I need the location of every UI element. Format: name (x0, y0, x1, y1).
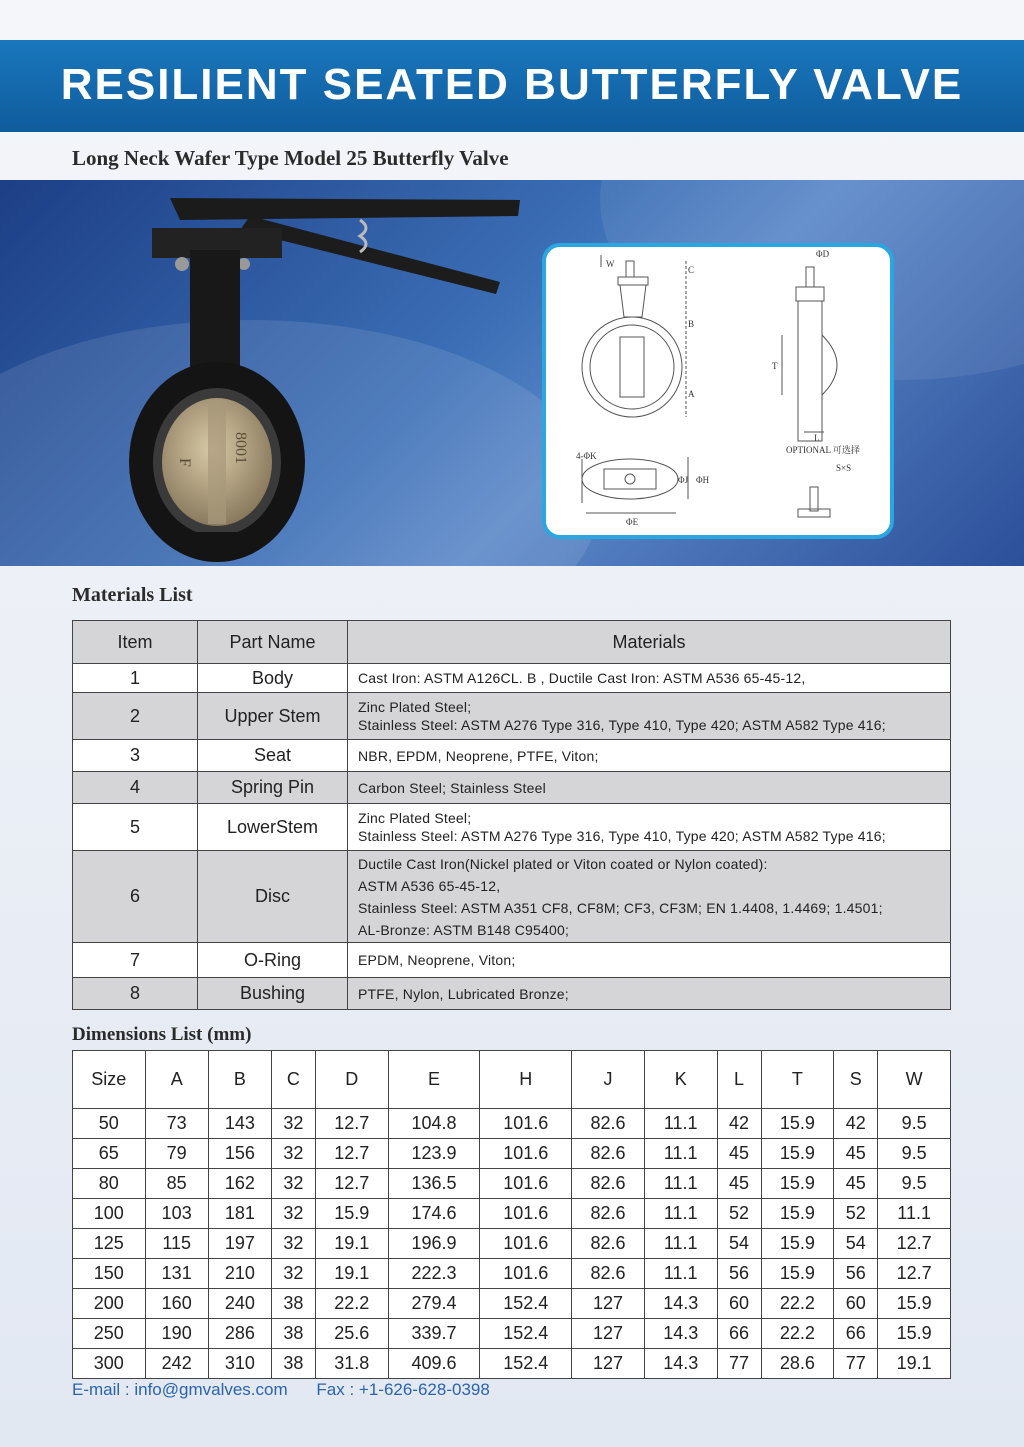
dimension-cell: 32 (271, 1139, 315, 1169)
dimension-cell: 82.6 (572, 1259, 645, 1289)
page-title: RESILIENT SEATED BUTTERFLY VALVE (60, 60, 964, 109)
dimension-cell: 174.6 (388, 1199, 480, 1229)
dimension-cell: 15.9 (761, 1109, 834, 1139)
material-text (348, 804, 951, 851)
material-line: Ductile Cast Iron(Nickel plated or Viton coated or Nylon coated): (358, 855, 768, 872)
item-number: 2 (73, 693, 198, 740)
dimension-cell: 409.6 (388, 1349, 480, 1379)
dim-label-k: 4-ΦK (576, 451, 597, 461)
col-header-size: Size (73, 1051, 146, 1109)
dimension-cell: 66 (834, 1319, 878, 1349)
material-line: Stainless Steel: ASTM A276 Type 316, Type 410, Type 420; ASTM A582 Type 416; (358, 717, 886, 733)
dimensions-list-title: Dimensions List (mm) (72, 1024, 252, 1045)
item-number: 5 (73, 804, 198, 851)
dimension-cell: 42 (834, 1109, 878, 1139)
col-header-c: C (271, 1051, 315, 1109)
dimension-cell: 77 (717, 1349, 761, 1379)
material-line: Stainless Steel: ASTM A351 CF8, CF8M; CF3, CF3M; EN 1.4408, 1.4469; 1.4501; (358, 899, 883, 916)
dimension-cell: 54 (717, 1229, 761, 1259)
dim-label-a: A (688, 389, 695, 399)
dimension-cell: 156 (208, 1139, 271, 1169)
dimension-cell: 56 (834, 1259, 878, 1289)
col-header-t: T (761, 1051, 834, 1109)
dim-label-t: T (772, 361, 778, 371)
dimension-cell: 123.9 (388, 1139, 480, 1169)
fax-contact: Fax : +1-626-628-0398 (316, 1380, 490, 1399)
materials-list-title: Materials List (72, 584, 193, 606)
dimension-cell: 82.6 (572, 1229, 645, 1259)
dimension-cell: 32 (271, 1109, 315, 1139)
item-number: 7 (73, 943, 198, 978)
dimension-cell: 32 (271, 1229, 315, 1259)
table-row (73, 1199, 951, 1229)
col-header-l: L (717, 1051, 761, 1109)
dimension-cell: 45 (717, 1139, 761, 1169)
dim-label-h: ΦH (696, 475, 710, 485)
dimension-cell: 101.6 (480, 1169, 572, 1199)
dimension-cell: 152.4 (480, 1349, 572, 1379)
email-contact: E-mail : info@gmvalves.com (72, 1380, 288, 1399)
dimensions-table-body (73, 1109, 951, 1379)
valve-photo (0, 180, 530, 566)
col-header-d: D (315, 1051, 388, 1109)
material-text (348, 851, 951, 943)
dimension-cell: 11.1 (644, 1199, 717, 1229)
dimension-cell: 14.3 (644, 1349, 717, 1379)
col-header-s: S (834, 1051, 878, 1109)
product-subtitle: Long Neck Wafer Type Model 25 Butterfly Valve (72, 146, 509, 170)
dimension-cell: 101.6 (480, 1109, 572, 1139)
table-row (73, 978, 951, 1010)
dimension-cell: 136.5 (388, 1169, 480, 1199)
dimension-cell: 52 (717, 1199, 761, 1229)
dimension-cell: 181 (208, 1199, 271, 1229)
material-text (348, 943, 951, 978)
dimension-cell: 15.9 (761, 1259, 834, 1289)
dimension-cell: 100 (73, 1199, 146, 1229)
dimension-cell: 162 (208, 1169, 271, 1199)
dimension-cell: 42 (717, 1109, 761, 1139)
material-line: Stainless Steel: ASTM A276 Type 316, Type 410, Type 420; ASTM A582 Type 416; (358, 828, 886, 844)
material-line: ASTM A536 65-45-12, (358, 877, 501, 894)
dimension-cell: 240 (208, 1289, 271, 1319)
dimension-cell: 143 (208, 1109, 271, 1139)
title-banner (0, 40, 1024, 132)
materials-header-row (73, 621, 951, 664)
dimension-cell: 52 (834, 1199, 878, 1229)
dimension-cell: 127 (572, 1319, 645, 1349)
table-row (73, 772, 951, 804)
dimension-cell: 65 (73, 1139, 146, 1169)
col-header-materials: Materials (348, 621, 951, 664)
dim-label-e: ΦE (626, 517, 639, 527)
dimension-cell: 196.9 (388, 1229, 480, 1259)
table-row (73, 1139, 951, 1169)
dimension-cell: 38 (271, 1289, 315, 1319)
dimension-cell: 190 (145, 1319, 208, 1349)
material-line: PTFE, Nylon, Lubricated Bronze; (358, 985, 569, 1002)
body-mark-f: F (176, 458, 193, 467)
dimension-cell: 11.1 (644, 1259, 717, 1289)
part-name: Spring Pin (198, 772, 348, 804)
dimension-cell: 127 (572, 1289, 645, 1319)
dimension-cell: 60 (834, 1289, 878, 1319)
dim-label-w: W (606, 259, 615, 269)
dim-label-c: C (688, 265, 695, 275)
body-mark-8001: 8001 (232, 432, 249, 464)
material-line: Carbon Steel; Stainless Steel (358, 779, 546, 796)
table-row (73, 1169, 951, 1199)
table-row (73, 804, 951, 851)
contact-footer (72, 1380, 514, 1400)
col-header-e: E (388, 1051, 480, 1109)
dimension-cell: 115 (145, 1229, 208, 1259)
table-row (73, 1109, 951, 1139)
material-line: Zinc Plated Steel; (358, 699, 472, 715)
dimension-cell: 103 (145, 1199, 208, 1229)
dimension-cell: 15.9 (761, 1169, 834, 1199)
dimension-cell: 19.1 (878, 1349, 951, 1379)
dimension-cell: 82.6 (572, 1199, 645, 1229)
dimension-cell: 79 (145, 1139, 208, 1169)
dimension-cell: 32 (271, 1199, 315, 1229)
dimension-cell: 19.1 (315, 1229, 388, 1259)
dimension-cell: 9.5 (878, 1109, 951, 1139)
dimension-cell: 45 (834, 1169, 878, 1199)
dimension-cell: 101.6 (480, 1139, 572, 1169)
dim-label-b: B (688, 319, 695, 329)
dimension-cell: 12.7 (878, 1229, 951, 1259)
dim-label-j: ΦJ (678, 475, 689, 485)
part-name: Disc (198, 851, 348, 943)
col-header-w: W (878, 1051, 951, 1109)
col-header-part-name: Part Name (198, 621, 348, 664)
dimension-cell: 38 (271, 1349, 315, 1379)
dimension-cell: 286 (208, 1319, 271, 1349)
dimension-cell: 45 (717, 1169, 761, 1199)
dimension-cell: 15.9 (761, 1229, 834, 1259)
dimension-cell: 22.2 (761, 1319, 834, 1349)
dimension-cell: 242 (145, 1349, 208, 1379)
dimension-cell: 104.8 (388, 1109, 480, 1139)
dimension-cell: 339.7 (388, 1319, 480, 1349)
dimension-cell: 101.6 (480, 1199, 572, 1229)
material-line: Cast Iron: ASTM A126CL. B , Ductile Cast Iron: ASTM A536 65-45-12, (358, 670, 806, 686)
dimension-cell: 19.1 (315, 1259, 388, 1289)
technical-drawing (542, 243, 894, 539)
dimension-cell: 73 (145, 1109, 208, 1139)
col-header-k: K (644, 1051, 717, 1109)
part-name: LowerStem (198, 804, 348, 851)
dimension-cell: 31.8 (315, 1349, 388, 1379)
dimension-cell: 125 (73, 1229, 146, 1259)
col-header-item: Item (73, 621, 198, 664)
dimension-cell: 11.1 (878, 1199, 951, 1229)
item-number: 8 (73, 978, 198, 1010)
dimension-cell: 127 (572, 1349, 645, 1379)
part-name: Seat (198, 740, 348, 772)
item-number: 6 (73, 851, 198, 943)
dimension-cell: 279.4 (388, 1289, 480, 1319)
dimension-cell: 14.3 (644, 1319, 717, 1349)
col-header-a: A (145, 1051, 208, 1109)
dimensions-table (72, 1050, 951, 1379)
dimension-cell: 11.1 (644, 1139, 717, 1169)
dimension-cell: 101.6 (480, 1229, 572, 1259)
dim-label-sxs: S×S (836, 463, 852, 473)
table-row (73, 740, 951, 772)
dimension-cell: 38 (271, 1319, 315, 1349)
dimension-cell: 15.9 (761, 1139, 834, 1169)
dimension-cell: 11.1 (644, 1109, 717, 1139)
dimension-cell: 160 (145, 1289, 208, 1319)
dimension-cell: 22.2 (315, 1289, 388, 1319)
table-row (73, 1319, 951, 1349)
material-text (348, 740, 951, 772)
optional-label: OPTIONAL 可选择 (786, 445, 860, 455)
table-row (73, 1229, 951, 1259)
part-name: Body (198, 664, 348, 693)
dimension-cell: 101.6 (480, 1259, 572, 1289)
product-banner (0, 180, 1024, 566)
item-number: 4 (73, 772, 198, 804)
dimension-cell: 50 (73, 1109, 146, 1139)
dimension-cell: 15.9 (878, 1319, 951, 1349)
dimension-cell: 54 (834, 1229, 878, 1259)
part-name: Bushing (198, 978, 348, 1010)
dimension-cell: 310 (208, 1349, 271, 1379)
dimension-cell: 11.1 (644, 1229, 717, 1259)
dimension-cell: 12.7 (315, 1109, 388, 1139)
dimension-cell: 12.7 (315, 1169, 388, 1199)
dimension-cell: 82.6 (572, 1109, 645, 1139)
material-text (348, 693, 951, 740)
dimension-cell: 66 (717, 1319, 761, 1349)
part-name: O-Ring (198, 943, 348, 978)
dimension-cell: 197 (208, 1229, 271, 1259)
dimension-cell: 9.5 (878, 1139, 951, 1169)
dim-label-d: ΦD (816, 249, 830, 259)
dimension-cell: 32 (271, 1169, 315, 1199)
dimension-cell: 152.4 (480, 1289, 572, 1319)
dimension-cell: 77 (834, 1349, 878, 1379)
item-number: 1 (73, 664, 198, 693)
dimension-cell: 12.7 (315, 1139, 388, 1169)
dimension-cell: 200 (73, 1289, 146, 1319)
dimension-cell: 15.9 (878, 1289, 951, 1319)
dimension-cell: 28.6 (761, 1349, 834, 1379)
material-text (348, 978, 951, 1010)
dimension-cell: 150 (73, 1259, 146, 1289)
table-row (73, 1289, 951, 1319)
material-line: NBR, EPDM, Neoprene, PTFE, Viton; (358, 747, 599, 764)
col-header-b: B (208, 1051, 271, 1109)
dimension-cell: 210 (208, 1259, 271, 1289)
dimension-cell: 14.3 (644, 1289, 717, 1319)
table-row (73, 664, 951, 693)
dimension-cell: 56 (717, 1259, 761, 1289)
dimension-cell: 22.2 (761, 1289, 834, 1319)
materials-table (72, 620, 951, 1010)
part-name: Upper Stem (198, 693, 348, 740)
dimension-cell: 11.1 (644, 1169, 717, 1199)
table-row (73, 693, 951, 740)
dimension-cell: 32 (271, 1259, 315, 1289)
material-line: AL-Bronze: ASTM B148 C95400; (358, 921, 570, 938)
dimension-cell: 45 (834, 1139, 878, 1169)
dimension-cell: 300 (73, 1349, 146, 1379)
dim-label-l: L (814, 433, 820, 443)
material-line: EPDM, Neoprene, Viton; (358, 952, 516, 968)
material-line: Zinc Plated Steel; (358, 810, 472, 826)
table-row (73, 943, 951, 978)
dimension-cell: 82.6 (572, 1139, 645, 1169)
dimension-cell: 131 (145, 1259, 208, 1289)
col-header-j: J (572, 1051, 645, 1109)
dimension-cell: 85 (145, 1169, 208, 1199)
material-text (348, 772, 951, 804)
dimension-cell: 152.4 (480, 1319, 572, 1349)
dimension-cell: 80 (73, 1169, 146, 1199)
material-text (348, 664, 951, 693)
dimension-cell: 60 (717, 1289, 761, 1319)
dimension-cell: 15.9 (761, 1199, 834, 1229)
dimension-cell: 12.7 (878, 1259, 951, 1289)
dimension-cell: 222.3 (388, 1259, 480, 1289)
dimension-cell: 82.6 (572, 1169, 645, 1199)
table-row (73, 1259, 951, 1289)
dimension-cell: 250 (73, 1319, 146, 1349)
dimension-cell: 25.6 (315, 1319, 388, 1349)
table-row (73, 851, 951, 943)
dimension-cell: 9.5 (878, 1169, 951, 1199)
col-header-h: H (480, 1051, 572, 1109)
dimension-cell: 15.9 (315, 1199, 388, 1229)
item-number: 3 (73, 740, 198, 772)
table-row (73, 1349, 951, 1379)
dimensions-header-row (73, 1051, 951, 1109)
